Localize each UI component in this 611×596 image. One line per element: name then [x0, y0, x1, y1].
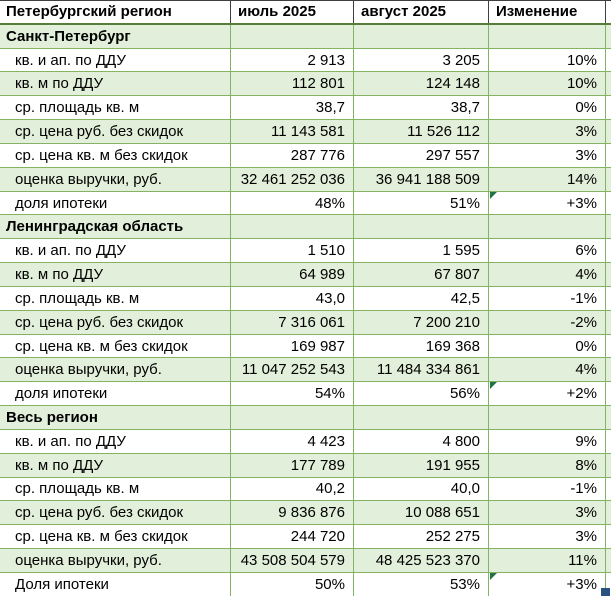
- cell-august-value[interactable]: 53%: [353, 573, 488, 596]
- cell-august-value[interactable]: 56%: [353, 382, 488, 405]
- cell-july-value[interactable]: 287 776: [230, 144, 353, 167]
- cell-sliver[interactable]: [605, 358, 611, 381]
- cell-sliver[interactable]: [605, 96, 611, 119]
- cell-change-value[interactable]: 14%: [488, 168, 605, 191]
- section-empty-cell-august[interactable]: [353, 25, 488, 48]
- cell-sliver[interactable]: [605, 525, 611, 548]
- section-empty-cell-august[interactable]: [353, 406, 488, 429]
- cell-july-value[interactable]: 112 801: [230, 72, 353, 95]
- section-empty-cell-july[interactable]: [230, 406, 353, 429]
- cell-july-value[interactable]: 244 720: [230, 525, 353, 548]
- cell-change-value[interactable]: 4%: [488, 358, 605, 381]
- cell-august-value[interactable]: 40,0: [353, 478, 488, 501]
- cell-metric-label[interactable]: ср. площадь кв. м: [15, 99, 140, 117]
- cell-change-value[interactable]: 3%: [488, 525, 605, 548]
- section-title-cell[interactable]: Весь регион: [6, 408, 98, 426]
- cell-july-value[interactable]: 50%: [230, 573, 353, 596]
- cell-metric-label[interactable]: оценка выручки, руб.: [15, 551, 162, 569]
- cell-change-value[interactable]: 0%: [488, 335, 605, 358]
- cell-change-value[interactable]: 3%: [488, 501, 605, 524]
- cell-july-value[interactable]: 2 913: [230, 49, 353, 72]
- cell-august-value[interactable]: 36 941 188 509: [353, 168, 488, 191]
- table-row: [0, 311, 611, 335]
- cell-july-value[interactable]: 169 987: [230, 335, 353, 358]
- cell-change-value[interactable]: 3%: [488, 144, 605, 167]
- section-empty-cell-change[interactable]: [488, 406, 605, 429]
- cell-sliver[interactable]: [605, 454, 611, 477]
- cell-metric-label[interactable]: ср. цена кв. м без скидок: [15, 337, 188, 355]
- table-row: [0, 263, 611, 287]
- cell-change-value[interactable]: 10%: [488, 49, 605, 72]
- table-header-row: [0, 0, 611, 25]
- cell-metric-label[interactable]: кв. и ап. по ДДУ: [15, 432, 126, 450]
- section-empty-cell-sliver[interactable]: [605, 406, 611, 429]
- cell-change-value[interactable]: 6%: [488, 239, 605, 262]
- cell-change-value[interactable]: 3%: [488, 120, 605, 143]
- cell-august-value[interactable]: 51%: [353, 192, 488, 215]
- cell-metric-label[interactable]: ср. площадь кв. м: [15, 289, 140, 307]
- header-cell-july[interactable]: июль 2025: [230, 1, 353, 23]
- cell-july-value[interactable]: 40,2: [230, 478, 353, 501]
- cell-sliver[interactable]: [605, 192, 611, 215]
- table-row: [0, 144, 611, 168]
- cell-sliver[interactable]: [605, 72, 611, 95]
- cell-july-value[interactable]: 11 047 252 543: [230, 358, 353, 381]
- cell-metric-label[interactable]: ср. цена руб. без скидок: [15, 504, 184, 522]
- section-empty-cell-august[interactable]: [353, 215, 488, 238]
- section-title-cell[interactable]: Ленинградская область: [6, 218, 184, 236]
- section-empty-cell-change[interactable]: [488, 25, 605, 48]
- table-row: [0, 358, 611, 382]
- section-title-cell[interactable]: Санкт-Петербург: [6, 27, 131, 45]
- cell-change-value[interactable]: 0%: [488, 96, 605, 119]
- cell-august-value[interactable]: 10 088 651: [353, 501, 488, 524]
- table-row: [0, 382, 611, 406]
- cell-metric-label[interactable]: Доля ипотеки: [15, 575, 109, 593]
- cell-metric-label[interactable]: ср. цена кв. м без скидок: [15, 528, 188, 546]
- error-flag-icon: [490, 192, 497, 199]
- cell-july-value[interactable]: 38,7: [230, 96, 353, 119]
- cell-change-value[interactable]: 8%: [488, 454, 605, 477]
- header-cell-change[interactable]: Изменение: [488, 1, 605, 23]
- cell-july-value[interactable]: 177 789: [230, 454, 353, 477]
- table-row: [0, 49, 611, 73]
- cell-metric-label[interactable]: ср. цена руб. без скидок: [15, 123, 184, 141]
- cell-change-value[interactable]: 4%: [488, 263, 605, 286]
- cell-sliver[interactable]: [605, 478, 611, 501]
- cell-july-value[interactable]: 43 508 504 579: [230, 549, 353, 572]
- table-row: [0, 549, 611, 573]
- table-row: [0, 525, 611, 549]
- section-empty-cell-july[interactable]: [230, 215, 353, 238]
- cell-metric-label[interactable]: ср. цена руб. без скидок: [15, 313, 184, 331]
- table-row: [0, 335, 611, 359]
- cell-metric-label[interactable]: доля ипотеки: [15, 194, 108, 212]
- cell-july-value[interactable]: 1 510: [230, 239, 353, 262]
- table-row: [0, 478, 611, 502]
- cell-july-value[interactable]: 11 143 581: [230, 120, 353, 143]
- section-empty-cell-sliver[interactable]: [605, 215, 611, 238]
- section-header-row: [0, 215, 611, 239]
- cell-change-value[interactable]: +3%: [488, 573, 605, 596]
- cell-metric-label[interactable]: доля ипотеки: [15, 385, 108, 403]
- cell-change-value[interactable]: +3%: [488, 192, 605, 215]
- cell-change-value[interactable]: -2%: [488, 311, 605, 334]
- cell-metric-label[interactable]: оценка выручки, руб.: [15, 361, 162, 379]
- cell-metric-label[interactable]: кв. и ап. по ДДУ: [15, 51, 126, 69]
- section-header-row: [0, 406, 611, 430]
- cell-august-value[interactable]: 124 148: [353, 72, 488, 95]
- cell-august-value[interactable]: 11 526 112: [353, 120, 488, 143]
- cell-metric-label[interactable]: кв. м по ДДУ: [15, 266, 103, 284]
- cell-july-value[interactable]: 54%: [230, 382, 353, 405]
- table-row: [0, 430, 611, 454]
- cell-metric-label[interactable]: кв. м по ДДУ: [15, 75, 103, 93]
- cell-july-value[interactable]: 43,0: [230, 287, 353, 310]
- cell-july-value[interactable]: 4 423: [230, 430, 353, 453]
- cell-metric-label[interactable]: кв. м по ДДУ: [15, 456, 103, 474]
- cell-change-value[interactable]: -1%: [488, 478, 605, 501]
- cell-change-value[interactable]: +2%: [488, 382, 605, 405]
- section-empty-cell-sliver[interactable]: [605, 25, 611, 48]
- table-row: [0, 192, 611, 216]
- cell-august-value[interactable]: 38,7: [353, 96, 488, 119]
- cell-august-value[interactable]: 7 200 210: [353, 311, 488, 334]
- fill-handle[interactable]: [601, 588, 610, 596]
- cell-sliver[interactable]: [605, 501, 611, 524]
- table-row: [0, 239, 611, 263]
- table-row: [0, 72, 611, 96]
- cell-change-value[interactable]: 10%: [488, 72, 605, 95]
- cell-sliver[interactable]: [605, 335, 611, 358]
- error-flag-icon: [490, 573, 497, 580]
- cell-change-value[interactable]: 11%: [488, 549, 605, 572]
- cell-sliver[interactable]: [605, 168, 611, 191]
- header-cell-august[interactable]: август 2025: [353, 1, 488, 23]
- cell-august-value[interactable]: 3 205: [353, 49, 488, 72]
- cell-metric-label[interactable]: ср. площадь кв. м: [15, 480, 140, 498]
- cell-metric-label[interactable]: ср. цена кв. м без скидок: [15, 146, 188, 164]
- table-row: [0, 96, 611, 120]
- table-row: [0, 287, 611, 311]
- table-row: [0, 120, 611, 144]
- cell-sliver[interactable]: [605, 430, 611, 453]
- cell-sliver[interactable]: [605, 382, 611, 405]
- cell-metric-label[interactable]: оценка выручки, руб.: [15, 170, 162, 188]
- cell-change-value[interactable]: 9%: [488, 430, 605, 453]
- cell-sliver[interactable]: [605, 239, 611, 262]
- cell-august-value[interactable]: 297 557: [353, 144, 488, 167]
- cell-sliver[interactable]: [605, 120, 611, 143]
- cell-august-value[interactable]: 67 807: [353, 263, 488, 286]
- cell-july-value[interactable]: 9 836 876: [230, 501, 353, 524]
- cell-sliver[interactable]: [605, 144, 611, 167]
- cell-august-value[interactable]: 191 955: [353, 454, 488, 477]
- table-row: [0, 573, 611, 596]
- cell-sliver[interactable]: [605, 287, 611, 310]
- cell-august-value[interactable]: 1 595: [353, 239, 488, 262]
- cell-sliver[interactable]: [605, 49, 611, 72]
- cell-metric-label[interactable]: кв. и ап. по ДДУ: [15, 242, 126, 260]
- cell-august-value[interactable]: 252 275: [353, 525, 488, 548]
- cell-august-value[interactable]: 48 425 523 370: [353, 549, 488, 572]
- cell-august-value[interactable]: 169 368: [353, 335, 488, 358]
- cell-july-value[interactable]: 32 461 252 036: [230, 168, 353, 191]
- cell-july-value[interactable]: 48%: [230, 192, 353, 215]
- cell-sliver[interactable]: [605, 549, 611, 572]
- section-empty-cell-change[interactable]: [488, 215, 605, 238]
- cell-august-value[interactable]: 4 800: [353, 430, 488, 453]
- cell-august-value[interactable]: 11 484 334 861: [353, 358, 488, 381]
- header-cell-sliver[interactable]: [605, 1, 611, 23]
- table-row: [0, 168, 611, 192]
- table-row: [0, 454, 611, 478]
- header-cell-region[interactable]: Петербургский регион: [6, 3, 172, 21]
- cell-sliver[interactable]: [605, 311, 611, 334]
- cell-sliver[interactable]: [605, 263, 611, 286]
- cell-august-value[interactable]: 42,5: [353, 287, 488, 310]
- table-row: [0, 501, 611, 525]
- section-empty-cell-july[interactable]: [230, 25, 353, 48]
- cell-change-value[interactable]: -1%: [488, 287, 605, 310]
- cell-july-value[interactable]: 64 989: [230, 263, 353, 286]
- section-header-row: [0, 25, 611, 49]
- error-flag-icon: [490, 382, 497, 389]
- cell-july-value[interactable]: 7 316 061: [230, 311, 353, 334]
